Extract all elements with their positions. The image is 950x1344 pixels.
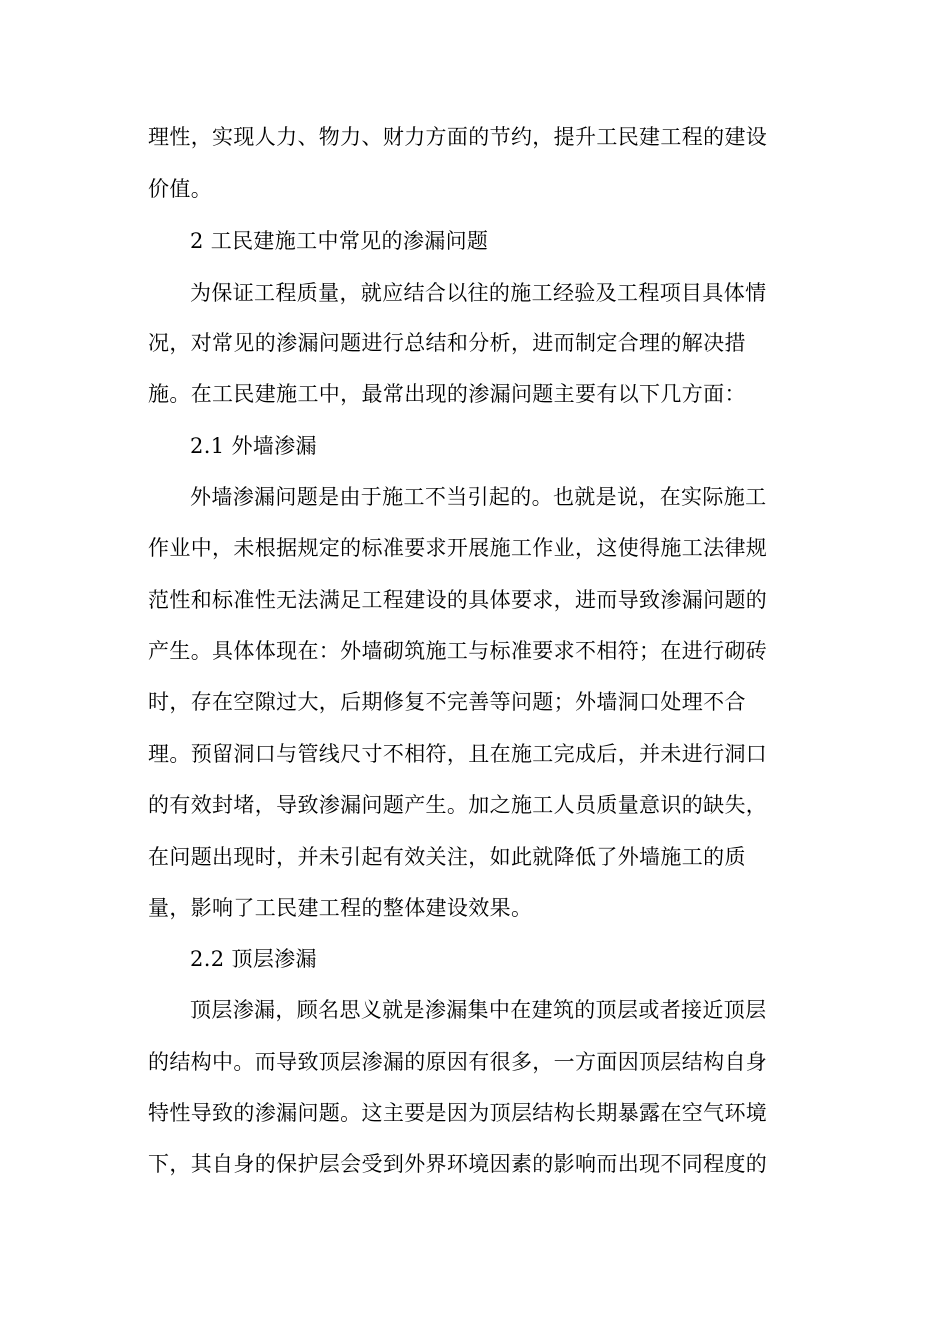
paragraph-line: 的结构中。而导致顶层渗漏的原因有很多，一方面因顶层结构自身 [148,1050,768,1074]
paragraph-line: 作业中，未根据规定的标准要求开展施工作业，这使得施工法律规 [148,536,768,560]
paragraph-line: 理性，实现人力、物力、财力方面的节约，提升工民建工程的建设 [148,125,768,149]
subsection-heading: 2.1 外墙渗漏 [190,434,317,458]
paragraph-line: 外墙渗漏问题是由于施工不当引起的。也就是说，在实际施工 [190,485,767,509]
paragraph-line: 范性和标准性无法满足工程建设的具体要求，进而导致渗漏问题的 [148,588,768,612]
paragraph-line: 顶层渗漏，顾名思义就是渗漏集中在建筑的顶层或者接近顶层 [190,998,767,1022]
paragraph-line: 下，其自身的保护层会受到外界环境因素的影响而出现不同程度的 [148,1152,768,1176]
paragraph-line: 量，影响了工民建工程的整体建设效果。 [148,896,533,920]
paragraph-line: 产生。具体体现在：外墙砌筑施工与标准要求不相符；在进行砌砖 [148,639,768,663]
section-heading: 2 工民建施工中常见的渗漏问题 [190,229,489,253]
paragraph-line: 特性导致的渗漏问题。这主要是因为顶层结构长期暴露在空气环境 [148,1101,768,1125]
paragraph-line: 时，存在空隙过大，后期修复不完善等问题；外墙洞口处理不合 [148,690,746,714]
paragraph-line: 况，对常见的渗漏问题进行总结和分析，进而制定合理的解决措 [148,331,746,355]
subsection-heading: 2.2 顶层渗漏 [190,947,317,971]
paragraph-line: 价值。 [148,177,213,201]
paragraph-line: 为保证工程质量，就应结合以往的施工经验及工程项目具体情 [190,281,767,305]
paragraph-line: 的有效封堵，导致渗漏问题产生。加之施工人员质量意识的缺失， [148,793,768,817]
paragraph-line: 在问题出现时，并未引起有效关注，如此就降低了外墙施工的质 [148,845,746,869]
paragraph-line: 理。预留洞口与管线尺寸不相符，且在施工完成后，并未进行洞口 [148,742,768,766]
paragraph-line: 施。在工民建施工中，最常出现的渗漏问题主要有以下几方面： [148,382,746,406]
